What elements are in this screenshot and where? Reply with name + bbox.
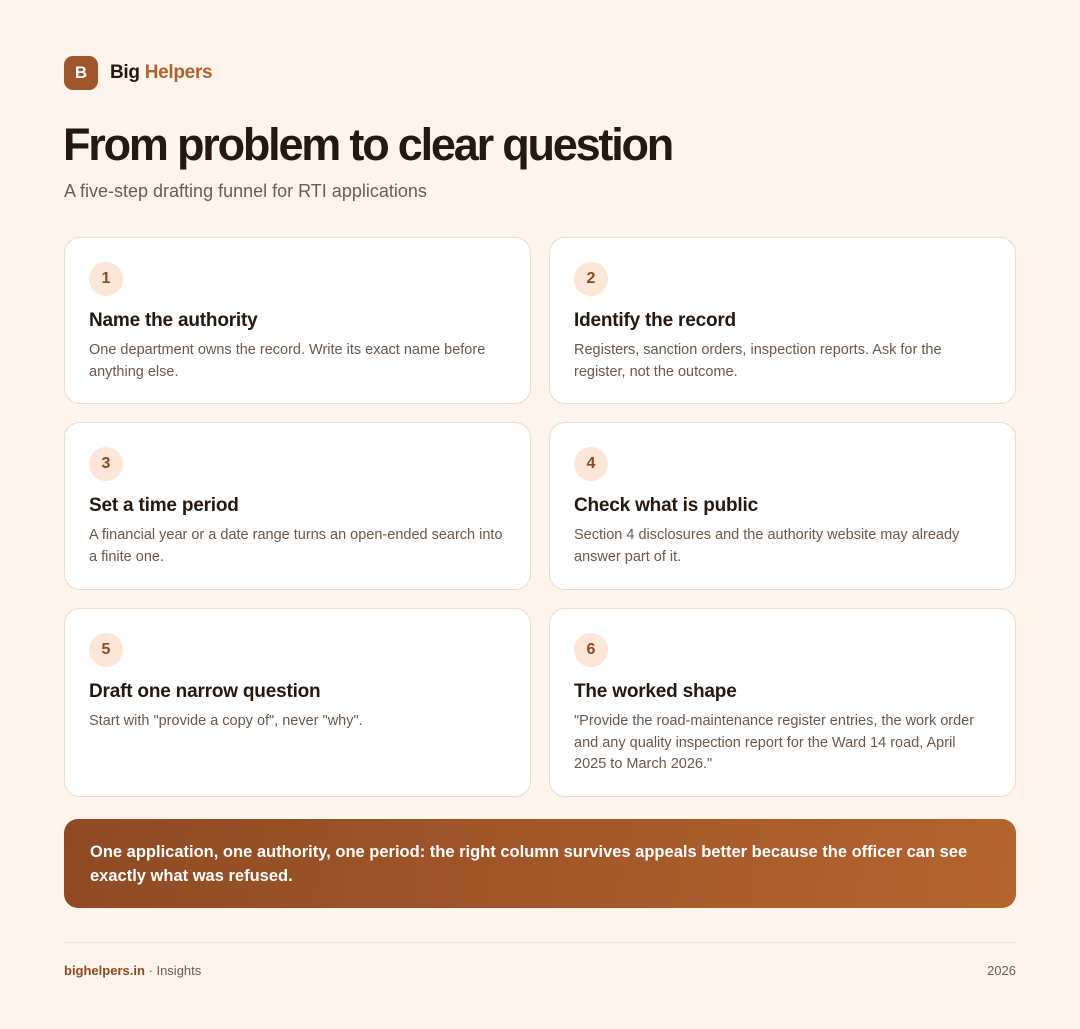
step-title: Name the authority: [89, 310, 258, 331]
footer-credit: [64, 962, 201, 980]
step-title: Identify the record: [574, 310, 736, 331]
step-number-badge: 1: [89, 262, 123, 296]
page-subtitle: A five-step drafting funnel for RTI applications: [64, 181, 427, 201]
step-card-5: [64, 608, 531, 797]
footer-site-link[interactable]: bighelpers.in: [64, 963, 145, 978]
step-number-badge: 3: [89, 447, 123, 481]
step-description: Section 4 disclosures and the authority website may already answer part of it.: [574, 527, 960, 565]
step-number-badge: 4: [574, 447, 608, 481]
brand-logo: B: [64, 56, 98, 90]
step-title: Set a time period: [89, 495, 239, 516]
step-description: Start with "provide a copy of", never "why".: [89, 713, 363, 729]
summary-callout: [64, 819, 1016, 908]
step-number-badge: 5: [89, 633, 123, 667]
step-title: Draft one narrow question: [89, 681, 321, 702]
brand-name-accent: Helpers: [144, 62, 213, 83]
footer-separator: ·: [144, 963, 157, 978]
footer-divider: [64, 942, 1016, 943]
step-title: The worked shape: [574, 681, 737, 702]
step-card-3: [64, 422, 531, 590]
step-description: One department owns the record. Write its exact name before anything else.: [89, 342, 486, 380]
step-card-6: [549, 608, 1016, 797]
step-card-2: [549, 237, 1016, 404]
step-description: Registers, sanction orders, inspection reports. Ask for the register, not the outcome.: [574, 342, 942, 380]
page-title: From problem to clear question: [63, 119, 673, 170]
step-title: Check what is public: [574, 495, 758, 516]
brand: [64, 56, 212, 90]
callout-text: One application, one authority, one period: the right column survives appeals better because the officer can see exactly what was refused.: [90, 842, 968, 885]
step-description: "Provide the road-maintenance register entries, the work order and any quality inspection report for the Ward 14 road, April 2025 to March 2026.": [574, 713, 975, 772]
step-description: A financial year or a date range turns an open-ended search into a finite one.: [89, 527, 503, 565]
brand-name: [110, 62, 212, 84]
step-card-4: [549, 422, 1016, 590]
step-number-badge: 2: [574, 262, 608, 296]
footer-section: Insights: [156, 963, 202, 978]
footer-year: 2026: [987, 963, 1016, 978]
brand-name-primary: Big: [110, 62, 140, 83]
step-card-1: [64, 237, 531, 404]
step-number-badge: 6: [574, 633, 608, 667]
